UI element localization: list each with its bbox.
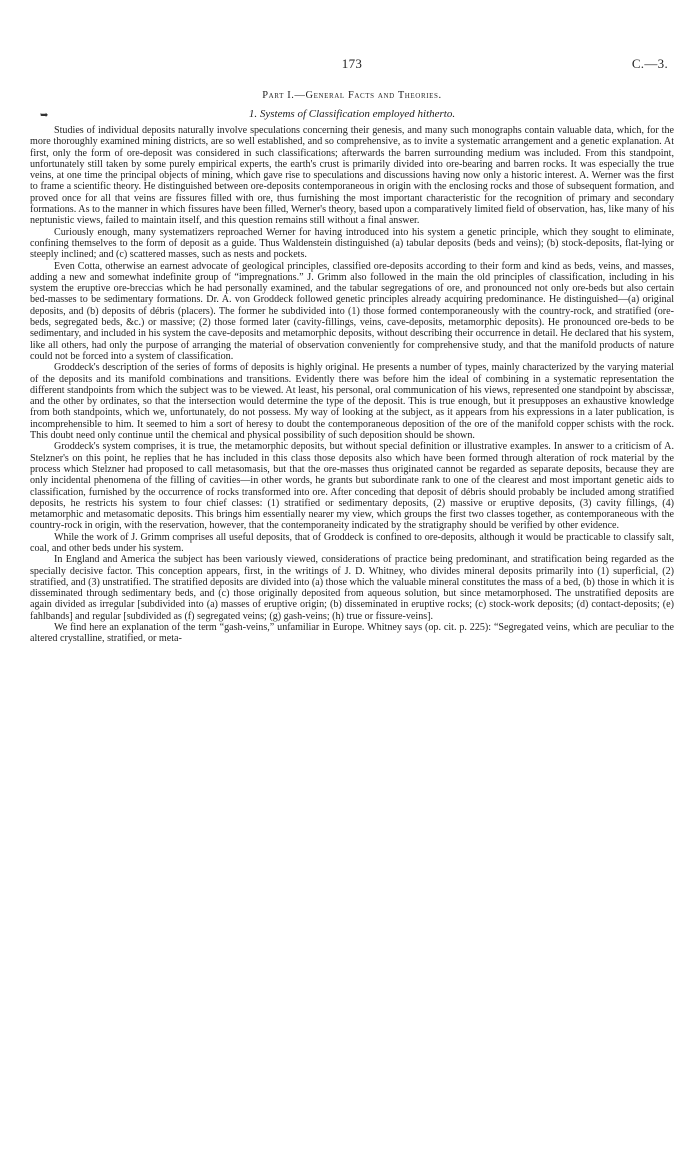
part-heading: Part I.—General Facts and Theories.	[262, 90, 442, 101]
paragraph-england-america: In England and America the subject has been variously viewed, considerations of practice being predominant, and stratification being regarded as the specially decisive factor. This conception appears, first, in the writings of J. D. Whitney, who divides mineral deposits primarily into (1) superficial, (2) stratified, and (3) unstratified. The stratified deposits are divided into (a) those which the valuable mineral constitutes the mass of a bed, (b) those in which it is disseminated through sedimentary beds, and (c) those originally deposited from aqueous solution, but since metamorphosed. The unstratified deposits are again divided as irregular [subdivided into (a) masses of eruptive origin; (b) disseminated in eruptive rocks; (c) stock-work deposits; (d) contact-deposits; (e) fahlbands] and regular [subdivided as (f) segregated veins; (g) gash-veins; (h) true or fissure-veins].	[30, 554, 674, 622]
paragraph-grimm-groddeck-comparison: While the work of J. Grimm comprises all useful deposits, that of Groddeck is confined to ore-deposits, although it would be practicable to classify salt, coal, and other beds under his system.	[30, 531, 674, 554]
paragraph-groddeck-system: Groddeck's system comprises, it is true, the metamorphic deposits, but without special definition or illustrative examples. In answer to a criticism of A. Stelzner's on this point, he replies that he has included in this class those deposits also which have been formed through alteration of rock material by the process which Stelzner had proposed to call metasomasis, but that the ore-masses thus originated cannot be regarded as separate deposits, because they are only incidental phenomena of the filling of cavities—in other words, he grants but subordinate rank to one of the clearest and most important genetic aids to classification, furnished by the occurrence of rocks transformed into ore. After conceding that deposit of débris should probably be included among stratified deposits, he restricts his system to four chief classes: (1) stratified or sedimentary deposits, (2) massive or eruptive deposits, (3) cavity fillings, (4) metamorphic and metasomatic deposits. This brings him essentially nearer my view, which groups the first two classes together, as contemporaneous with the country-rock in origin, with the reservation, however, that the contemporaneity indicated by the stratigraphy should be verified by other evidence.	[30, 441, 674, 532]
document-page	[30, 0, 674, 1157]
body-text	[30, 125, 674, 645]
paragraph-werner: Studies of individual deposits naturally involve speculations concerning their genesis, and many such monographs contain valuable data, which, for the more thoroughly examined mining districts, are so well established, and so comprehensive, as to invite a systematic arrangement and a genetic explanation. At first, only the form of ore-deposit was considered in such classifications; afterwards the barren surrounding medium was included. From this standpoint, unfortunately still taken by some purely empirical experts, the earth's crust is primarily divided into ore-bearing and barren rocks. It was especially the true veins, at one time the principal objects of mining, which gave rise to speculations and discussions having now only a historic interest. A. Werner was the first to frame a scientific theory. He distinguished between ore-deposits contemporaneous in origin with the enclosing rocks and those of subsequent formation, and proved once for all that veins are fissures filled with ore, thus furnishing the most important characteristic for the recognition of primary and secondary formations. As to the manner in which fissures have been filled, Werner's theory, based upon a comparatively limited field of observation, has, like many of his neptunistic views, failed to maintain itself, and this question remains still without a final answer.	[30, 125, 674, 227]
section-heading: 1. Systems of Classification employed hitherto.	[248, 108, 456, 120]
paragraph-cotta-grimm-groddeck: Even Cotta, otherwise an earnest advocate of geological principles, classified ore-deposits according to their form and kind as beds, veins, and masses, adding a new and somewhat indefinite group of “impregnations.” J. Grimm also followed in the main the old principles of classification, including in his system the eruptive ore-breccias which he had personally examined, and the tabular segregations of ore, and pronounced not only ore-beds but also certain bed-masses to be sedimentary formations. Dr. A. von Groddeck followed genetic principles already acquiring predominance. He distinguished—(a) original deposits, and (b) deposits of débris (placers). The former he subdivided into (1) those formed contemporaneously with the country-rock, and stratified (ore-beds, segregated beds, &c.) or massive; (2) those formed later (cavity-fillings, veins, cave-deposits, metamorphic deposits). He pronounced ore-beds to be sedimentary, and included in his system the cave-deposits and metamorphic deposits, without describing their occurrence in detail. He declared that his system, like all others, had only the purpose of arranging the material of observation conveniently for comprehensive study, and that the manifold products of nature could not be forced into a system of classification.	[30, 260, 674, 362]
document-reference: C.—3.	[631, 56, 668, 71]
paragraph-groddeck-description: Groddeck's description of the series of forms of deposits is highly original. He presents a number of types, mainly characterized by the varying material of the deposits and its manifold combinations and transitions. Evidently there was before him the ideal of combining in a systematic representation the different standpoints from which the subject was to be viewed. At least, his personal, oral communication of his views, represented one standpoint by abscissæ, and the other by ordinates, so that the intersection would determine the type of the deposit. This is true enough, but it presupposes an exhaustive knowledge from both standpoints, which we, unfortunately, do not possess. My way of looking at the subject, as it appears from his expressions in a later publication, is incomprehensible to him. It seemed to him a sort of heresy to doubt the contemporaneous deposition of the ore of the manifold copper schists with the rock. This doubt need only continue until the chemical and physical possibility of such deposition should be shown.	[30, 362, 674, 442]
page-header	[30, 56, 674, 74]
paragraph-gash-veins: We find here an explanation of the term “gash-veins,” unfamiliar in Europe. Whitney says (op. cit. p. 225): “Segregated veins, which are peculiar to the altered crystalline, stratified, or meta-	[30, 622, 674, 645]
margin-mark: ➥	[40, 110, 49, 121]
paragraph-waldenstein: Curiously enough, many systematizers reproached Werner for having introduced into his system a genetic principle, which they sought to eliminate, confining themselves to the form of deposit as a guide. Thus Waldenstein distinguished (a) tabular deposits (beds and veins); (b) stock-deposits, flat-lying or steeply inclined; and (c) scattered masses, such as nests and pockets.	[30, 226, 674, 261]
page-number: 173	[341, 56, 363, 71]
